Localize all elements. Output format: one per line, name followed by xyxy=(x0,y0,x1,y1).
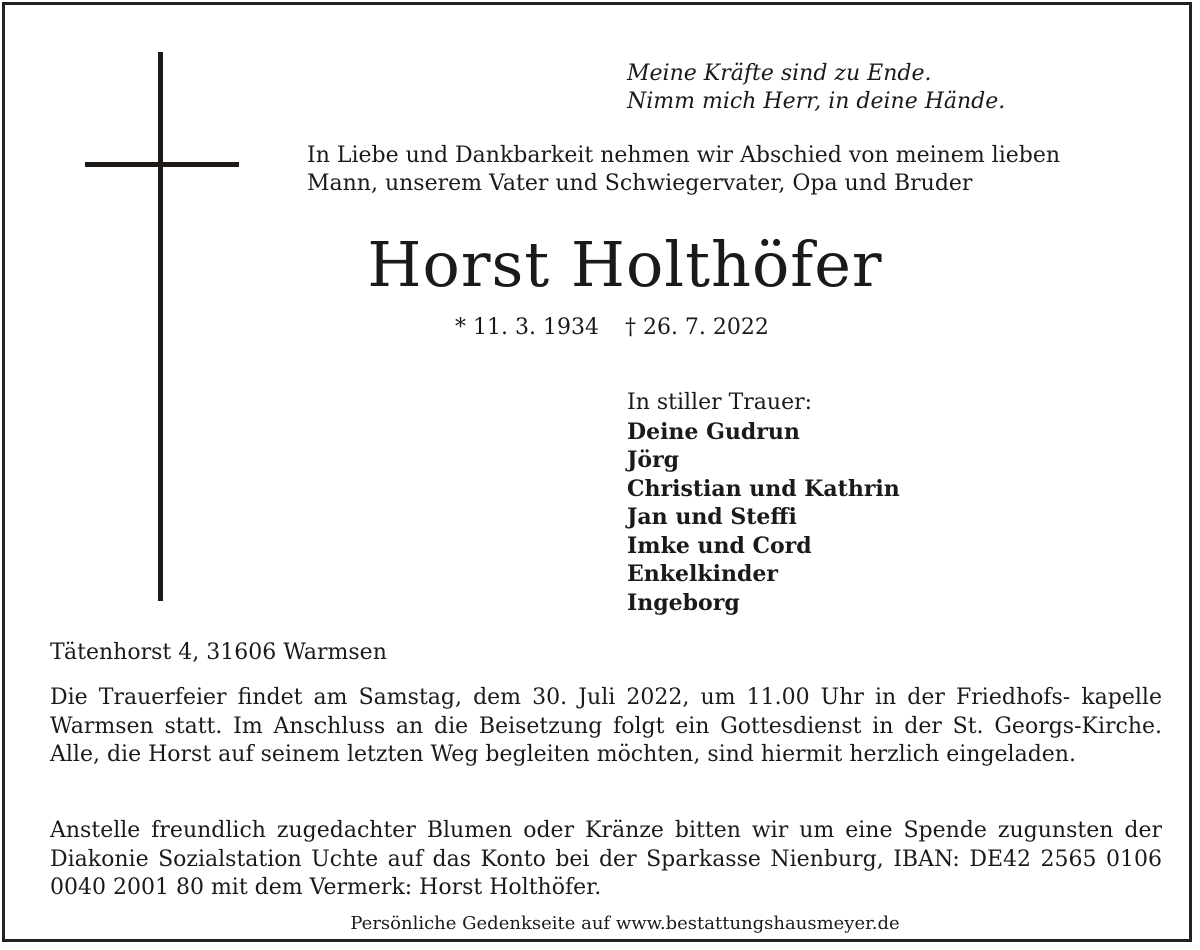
donation-line: zugunsten der Diakonie Sozialstation Uchte auf das Konto bei der Sparkasse Nienburg, xyxy=(50,818,1162,872)
verse xyxy=(627,60,1005,116)
ceremony-paragraph xyxy=(50,684,1162,770)
intro-text xyxy=(307,142,1060,198)
mourner-name: Jörg xyxy=(627,447,680,473)
birth-date: * 11. 3. 1934 xyxy=(455,315,599,340)
mourner-name: Ingeborg xyxy=(627,589,740,616)
mourners-list xyxy=(627,389,900,617)
ceremony-line: Georgs-Kirche. Alle, die Horst auf seinem letzten Weg begleiten möchten, sind hiermit xyxy=(50,713,1163,767)
intro-line: In Liebe und Dankbarkeit nehmen wir Abschied von meinem lieben xyxy=(307,143,1061,168)
family-address: Tätenhorst 4, 31606 Warmsen xyxy=(50,640,387,665)
mourner-name: Christian und Kathrin xyxy=(627,475,900,502)
verse-line: Meine Kräfte sind zu Ende. xyxy=(627,61,932,86)
memorial-page-link[interactable]: Persönliche Gedenkseite auf www.bestattungshausmeyer.de xyxy=(350,913,900,934)
ceremony-line: herzlich eingeladen. xyxy=(849,742,1076,767)
verse-line: Nimm mich Herr, in deine Hände. xyxy=(627,89,1006,114)
life-dates xyxy=(455,314,769,342)
death-date: † 26. 7. 2022 xyxy=(624,315,769,340)
cross-icon xyxy=(158,52,163,601)
donation-paragraph xyxy=(50,817,1162,903)
deceased-name: Horst Holthöfer xyxy=(367,228,883,301)
mourner-name: Deine Gudrun xyxy=(627,418,800,445)
ceremony-line: kapelle Warmsen statt. Im Anschluss an die Beisetzung folgt ein Gottesdienst in der St. xyxy=(50,685,1162,739)
mourner-name: Imke und Cord xyxy=(627,532,812,559)
mourner-name: Jan und Steffi xyxy=(627,504,797,530)
mourner-name: Enkelkinder xyxy=(627,561,778,587)
intro-line: Mann, unserem Vater und Schwiegervater, Opa und Bruder xyxy=(307,171,973,196)
ceremony-line: Die Trauerfeier findet am Samstag, dem 30. Juli 2022, um 11.00 Uhr in der Friedhofs- xyxy=(50,685,1071,710)
cross-icon-bar xyxy=(85,162,239,167)
donation-line: IBAN: DE42 2565 0106 0040 2001 80 mit dem Vermerk: Horst Holthöfer. xyxy=(50,846,1162,900)
donation-line: Anstelle freundlich zugedachter Blumen oder Kränze bitten wir um eine Spende xyxy=(50,818,987,843)
obituary-frame xyxy=(2,2,1192,942)
mourners-heading: In stiller Trauer: xyxy=(627,390,813,415)
